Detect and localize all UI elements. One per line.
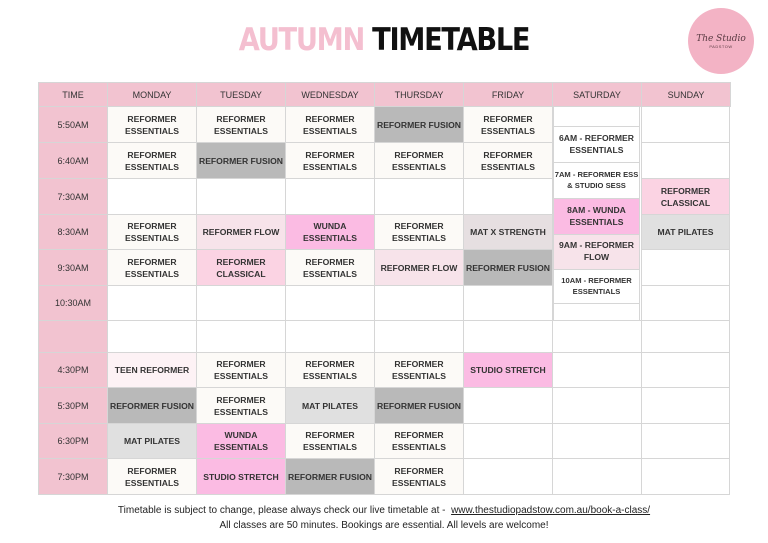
class-slot-thursday[interactable]: REFORMER ESSENTIALS (374, 423, 464, 459)
class-slot-tuesday[interactable]: REFORMER ESSENTIALS (196, 106, 286, 143)
empty-slot (641, 285, 730, 321)
class-slot-tuesday[interactable]: STUDIO STRETCH (196, 458, 286, 495)
class-slot-saturday[interactable]: 7AM - REFORMER ESS & STUDIO SESS (553, 162, 640, 199)
empty-slot (553, 106, 640, 127)
empty-slot (641, 320, 730, 353)
time-slot: 7:30AM (38, 178, 108, 215)
class-slot-wednesday[interactable]: MAT PILATES (285, 387, 375, 424)
empty-slot (196, 320, 286, 353)
class-slot-saturday[interactable]: 6AM - REFORMER ESSENTIALS (553, 126, 640, 163)
header-sunday: SUNDAY (641, 82, 731, 107)
class-slot-saturday[interactable]: 8AM - WUNDA ESSENTIALS (553, 198, 640, 235)
empty-slot (641, 387, 730, 424)
class-slot-monday[interactable]: REFORMER FUSION (107, 387, 197, 424)
title-timetable: TIMETABLE (372, 22, 530, 58)
class-slot-wednesday[interactable]: REFORMER ESSENTIALS (285, 352, 375, 388)
header-monday: MONDAY (107, 82, 197, 107)
footer-line-1 (0, 505, 768, 516)
time-slot: 7:30PM (38, 458, 108, 495)
time-slot (38, 320, 108, 353)
class-slot-tuesday[interactable]: REFORMER ESSENTIALS (196, 352, 286, 388)
empty-slot (552, 320, 642, 353)
empty-slot (196, 178, 286, 215)
class-slot-friday[interactable]: MAT X STRENGTH (463, 214, 553, 250)
empty-slot (374, 320, 464, 353)
empty-slot (641, 423, 730, 459)
header-tuesday: TUESDAY (196, 82, 286, 107)
header-saturday: SATURDAY (552, 82, 642, 107)
class-slot-thursday[interactable]: REFORMER ESSENTIALS (374, 214, 464, 250)
class-slot-wednesday[interactable]: REFORMER ESSENTIALS (285, 106, 375, 143)
header-thursday: THURSDAY (374, 82, 464, 107)
empty-slot (463, 178, 553, 215)
footer-line-2: All classes are 50 minutes. Bookings are essential. All levels are welcome! (219, 520, 549, 531)
empty-slot (107, 285, 197, 321)
empty-slot (374, 285, 464, 321)
class-slot-tuesday[interactable]: REFORMER FUSION (196, 142, 286, 179)
empty-slot (552, 387, 642, 424)
class-slot-monday[interactable]: REFORMER ESSENTIALS (107, 458, 197, 495)
class-slot-wednesday[interactable]: REFORMER ESSENTIALS (285, 423, 375, 459)
class-slot-friday[interactable]: REFORMER ESSENTIALS (463, 142, 553, 179)
empty-slot (285, 178, 375, 215)
empty-slot (463, 423, 553, 459)
class-slot-tuesday[interactable]: REFORMER CLASSICAL (196, 249, 286, 286)
footer-note: Timetable is subject to change, please always check our live timetable at - (117, 505, 446, 516)
class-slot-tuesday[interactable]: REFORMER FLOW (196, 214, 286, 250)
class-slot-wednesday[interactable]: WUNDA ESSENTIALS (285, 214, 375, 250)
class-slot-friday[interactable]: REFORMER FUSION (463, 249, 553, 286)
class-slot-monday[interactable]: TEEN REFORMER (107, 352, 197, 388)
time-slot: 6:30PM (38, 423, 108, 459)
class-slot-thursday[interactable]: REFORMER ESSENTIALS (374, 142, 464, 179)
time-slot: 8:30AM (38, 214, 108, 250)
empty-slot (552, 352, 642, 388)
empty-slot (641, 142, 730, 179)
class-slot-saturday[interactable]: 10AM - REFORMER ESSENTIALS (553, 269, 640, 304)
time-slot: 10:30AM (38, 285, 108, 321)
header-time: TIME (38, 82, 108, 107)
empty-slot (641, 458, 730, 495)
page-title (46, 22, 722, 58)
class-slot-monday[interactable]: REFORMER ESSENTIALS (107, 142, 197, 179)
empty-slot (374, 178, 464, 215)
studio-logo (688, 8, 754, 74)
class-slot-monday[interactable]: REFORMER ESSENTIALS (107, 106, 197, 143)
class-slot-saturday[interactable]: 9AM - REFORMER FLOW (553, 234, 640, 270)
title-season: AUTUMN (238, 22, 364, 58)
empty-slot (641, 352, 730, 388)
empty-slot (641, 106, 730, 143)
class-slot-sunday[interactable]: REFORMER CLASSICAL (641, 178, 730, 215)
class-slot-wednesday[interactable]: REFORMER ESSENTIALS (285, 249, 375, 286)
class-slot-wednesday[interactable]: REFORMER FUSION (285, 458, 375, 495)
class-slot-wednesday[interactable]: REFORMER ESSENTIALS (285, 142, 375, 179)
empty-slot (463, 458, 553, 495)
empty-slot (196, 285, 286, 321)
empty-slot (553, 303, 640, 321)
class-slot-tuesday[interactable]: REFORMER ESSENTIALS (196, 387, 286, 424)
empty-slot (552, 458, 642, 495)
empty-slot (463, 285, 553, 321)
class-slot-thursday[interactable]: REFORMER FUSION (374, 387, 464, 424)
logo-location: PADSTOW (709, 43, 733, 49)
class-slot-tuesday[interactable]: WUNDA ESSENTIALS (196, 423, 286, 459)
header-wednesday: WEDNESDAY (285, 82, 375, 107)
logo-name: The Studio (696, 33, 746, 44)
class-slot-monday[interactable]: MAT PILATES (107, 423, 197, 459)
class-slot-monday[interactable]: REFORMER ESSENTIALS (107, 249, 197, 286)
class-slot-friday[interactable]: REFORMER ESSENTIALS (463, 106, 553, 143)
empty-slot (463, 320, 553, 353)
class-slot-thursday[interactable]: REFORMER FUSION (374, 106, 464, 143)
empty-slot (107, 320, 197, 353)
class-slot-sunday[interactable]: MAT PILATES (641, 214, 730, 250)
time-slot: 5:50AM (38, 106, 108, 143)
time-slot: 4:30PM (38, 352, 108, 388)
time-slot: 5:30PM (38, 387, 108, 424)
class-slot-monday[interactable]: REFORMER ESSENTIALS (107, 214, 197, 250)
class-slot-thursday[interactable]: REFORMER FLOW (374, 249, 464, 286)
empty-slot (285, 285, 375, 321)
header-friday: FRIDAY (463, 82, 553, 107)
timetable-grid (38, 82, 730, 494)
time-slot: 6:40AM (38, 142, 108, 179)
class-slot-friday[interactable]: STUDIO STRETCH (463, 352, 553, 388)
empty-slot (285, 320, 375, 353)
empty-slot (107, 178, 197, 215)
class-slot-thursday[interactable]: REFORMER ESSENTIALS (374, 458, 464, 495)
empty-slot (552, 423, 642, 459)
timetable-link[interactable]: www.thestudiopadstow.com.au/book-a-class/ (451, 505, 651, 516)
empty-slot (641, 249, 730, 286)
class-slot-thursday[interactable]: REFORMER ESSENTIALS (374, 352, 464, 388)
empty-slot (463, 387, 553, 424)
time-slot: 9:30AM (38, 249, 108, 286)
